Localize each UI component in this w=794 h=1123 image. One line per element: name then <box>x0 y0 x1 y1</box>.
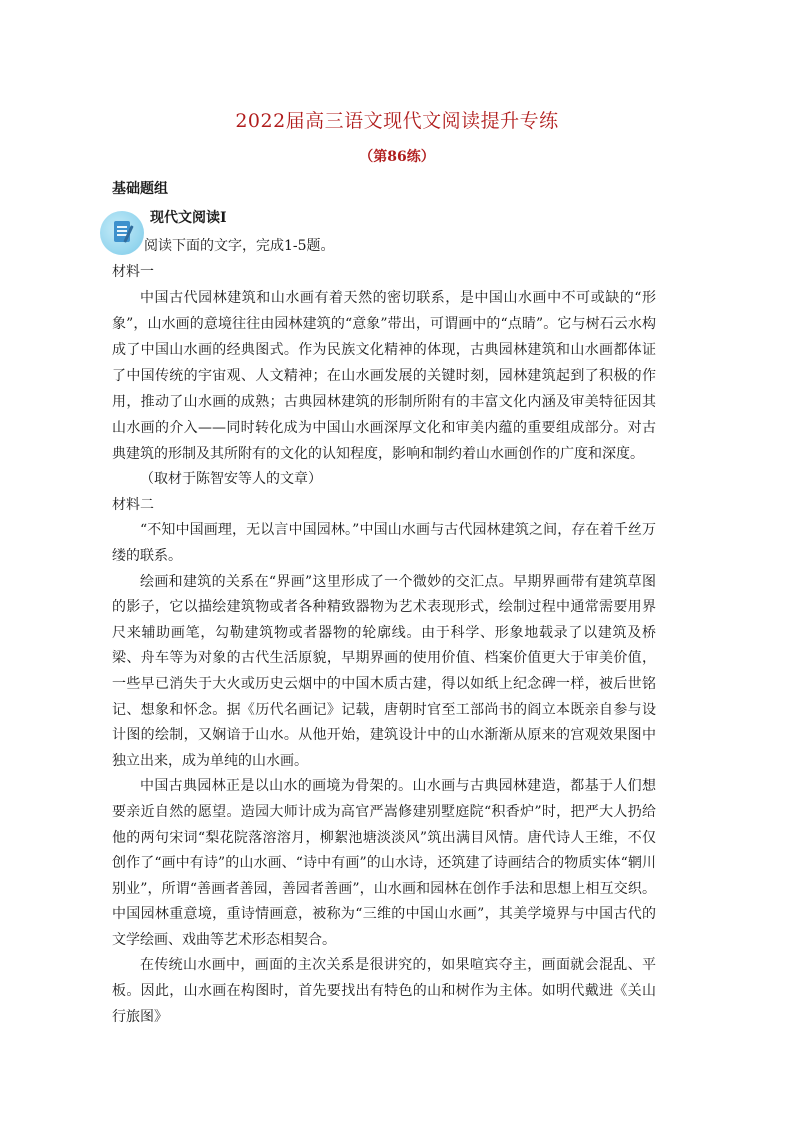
section-title: 现代文阅读Ⅰ <box>150 210 227 226</box>
material2-paragraph: 中国古典园林正是以山水的画境为骨架的。山水画与古典园林建造，都基于人们想要亲近自然的愿望。造园大师计成为高官严嵩修建别墅庭院“积香炉”时，把严大人扔给他的两句宋词“梨花院落溶溶月，柳絮池塘淡淡风”筑出满目风情。唐代诗人王维，不仅创作了“画中有诗”的山水画、“诗中有画”的山水诗，还筑建了诗画结合的物质实体“辋川别业”，所谓“善画者善园，善园者善画”，山水画和园林在创作手法和思想上相互交织。中国园林重意境，重诗情画意，被称为“三维的中国山水画”，其美学境界与中国古代的文学绘画、戏曲等艺术形态相契合。 <box>112 778 656 948</box>
material1-paragraph: 中国古代园林建筑和山水画有着天然的密切联系，是中国山水画中不可或缺的“形象”，山水画的意境往往由园林建筑的“意象”带出，可谓画中的“点睛”。它与树石云水构成了中国山水画的经典图式。作为民族文化精神的体现，古典园林建筑和山水画都体证了中国传统的宇宙观、人文精神；在山水画发展的关键时刻，园林建筑起到了积极的作用，推动了山水画的成熟；古典园林建筑的形制所附有的丰富文化内涵及审美特征因其山水画的介入——同时转化成为中国山水画深厚文化和审美内蕴的重要组成部分。对古典建筑的形制及其所附有的文化的认知程度，影响和制约着山水画创作的广度和深度。 <box>112 290 656 463</box>
material2-paragraph: “不知中国画理，无以言中国园林。”中国山水画与古代园林建筑之间，存在着千丝万缕的联系。 <box>112 522 656 564</box>
material1-label: 材料一 <box>112 263 154 280</box>
group-label: 基础题组 <box>112 181 168 197</box>
material1-source: （取材于陈智安等人的文章） <box>140 471 322 488</box>
document-title: 2022届高三语文现代文阅读提升专练 <box>235 110 559 132</box>
material2-paragraph: 在传统山水画中，画面的主次关系是很讲究的，如果喧宾夺主，画面就会混乱、平板。因此，山水画在构图时，首先要找出有特色的山和树作为主体。如明代戴进《关山行旅图》 <box>112 957 656 1025</box>
instruction-text: 阅读下面的文字，完成1-5题。 <box>144 238 335 254</box>
document-subtitle: （第86练） <box>359 149 435 165</box>
material2-label: 材料二 <box>112 496 154 513</box>
material2-paragraph: 绘画和建筑的关系在“界画”这里形成了一个微妙的交汇点。早期界画带有建筑草图的影子，它以描绘建筑物或者各种精致器物为艺术表现形式，绘制过程中通常需要用界尺来辅助画笔，勾勒建筑物或者器物的轮廓线。由于科学、形象地载录了以建筑及桥梁、舟车等为对象的古代生活原貌，早期界画的使用价值、档案价值更大于审美价值，一些早已消失于大火或历史云烟中的中国木质古建，得以如纸上纪念碑一样，被后世铭记、想象和怀念。据《历代名画记》记载，唐朝时官至工部尚书的阎立本既亲自参与设计图的绘制，又娴谙于山水。从他开始，建筑设计中的山水渐渐从原来的宫观效果图中独立出来，成为单纯的山水画。 <box>112 573 656 769</box>
document-body <box>112 234 656 1030</box>
